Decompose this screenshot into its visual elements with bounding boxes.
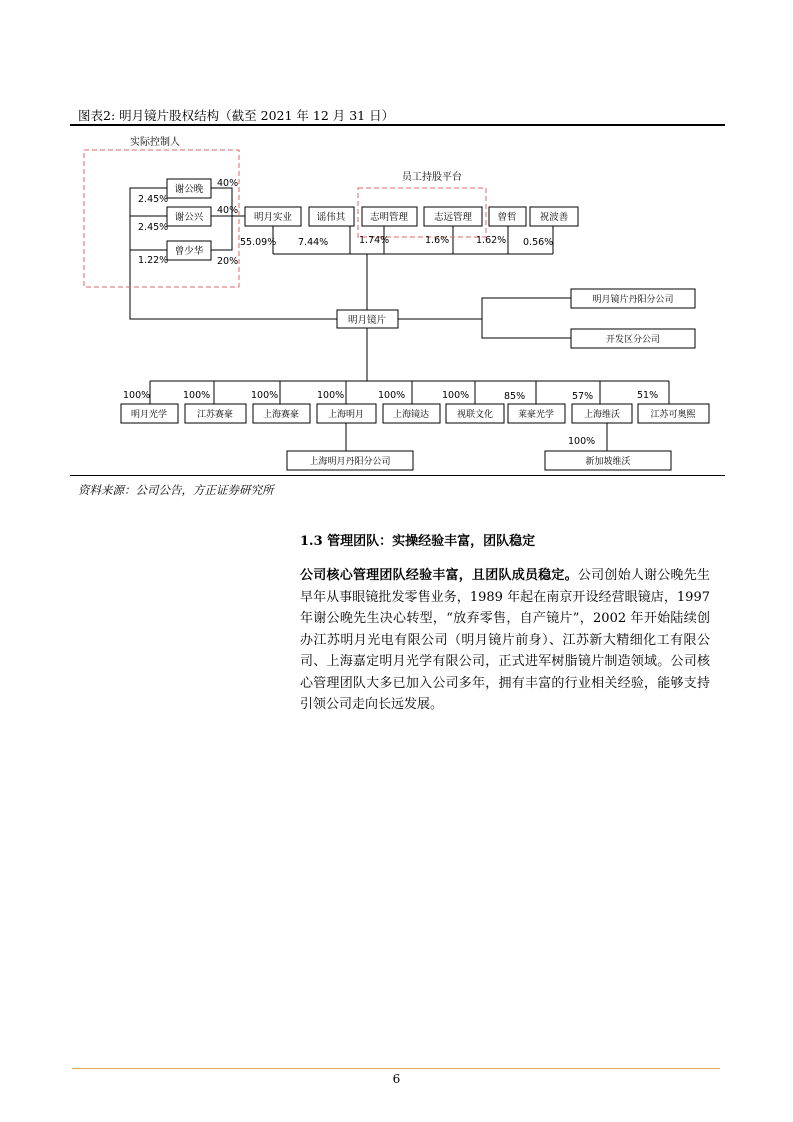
controller-box <box>167 179 211 198</box>
shareholder-name: 志远管理 <box>433 212 473 223</box>
shareholder-stake: 55.09% <box>240 237 277 248</box>
shareholder-stake: 1.62% <box>476 235 507 246</box>
subsidiary-name: 上海赛豪 <box>262 410 300 420</box>
subsidiary-stake: 100% <box>317 390 345 401</box>
shareholder-name: 明月实业 <box>253 212 293 223</box>
shareholder-box <box>489 207 526 226</box>
shareholder-name: 祝波善 <box>539 212 569 223</box>
subsidiary-box <box>446 404 504 423</box>
shareholder-box <box>362 207 417 226</box>
sub-branch-name: 新加坡维沃 <box>585 457 631 467</box>
subsidiary-stake: 100% <box>251 390 279 401</box>
shareholder-box <box>424 207 482 226</box>
shareholder-box <box>245 207 301 226</box>
sub-branch-name: 上海明月丹阳分公司 <box>309 457 391 467</box>
shareholder-stake: 1.74% <box>359 235 390 246</box>
subsidiary-box <box>638 404 709 423</box>
sub-branch-stake: 100% <box>568 436 596 447</box>
controller-box <box>167 241 211 260</box>
subsidiary-name: 上海明月 <box>327 410 365 420</box>
controller-dashed-frame <box>84 150 239 287</box>
controller-stake-in-shiye: 40% <box>217 178 239 189</box>
subsidiary-stake: 100% <box>378 390 406 401</box>
subsidiary-stake: 57% <box>572 391 594 402</box>
subsidiary-box <box>121 404 178 423</box>
shareholder-box <box>309 207 354 226</box>
subsidiary-stake: 85% <box>504 391 526 402</box>
subsidiary-stake: 100% <box>183 390 211 401</box>
figure-source: 资料来源：公司公告，方正证券研究所 <box>78 483 274 497</box>
subsidiary-stake: 100% <box>442 390 470 401</box>
controller-name: 谢公兴 <box>174 212 204 223</box>
subsidiary-box <box>185 404 246 423</box>
controller-direct-stake: 2.45% <box>138 222 169 233</box>
company-box <box>337 310 398 328</box>
subsidiary-name: 明月光学 <box>130 410 168 420</box>
paragraph-lead: 公司核心管理团队经验丰富，且团队成员稳定。 <box>300 568 578 583</box>
section-paragraph <box>300 565 710 716</box>
section-heading: 1.3 管理团队：实操经验丰富，团队稳定 <box>300 534 536 549</box>
ownership-structure-diagram <box>0 126 793 475</box>
controller-name: 曾少华 <box>174 246 204 257</box>
branch-name: 开发区分公司 <box>605 335 661 345</box>
subsidiary-name: 视联文化 <box>456 410 494 420</box>
sub-branch-box <box>545 451 671 470</box>
subsidiary-name: 江苏赛豪 <box>196 410 234 420</box>
figure-title: 图表2: 明月镜片股权结构（截至 2021 年 12 月 31 日） <box>78 108 395 123</box>
subsidiary-name: 上海镜达 <box>392 410 430 420</box>
shareholder-box <box>530 207 578 226</box>
branch-box <box>571 329 695 348</box>
shareholder-stake: 1.6% <box>425 235 450 246</box>
branch-name: 明月镜片丹阳分公司 <box>592 295 674 305</box>
shareholder-stake: 0.56% <box>523 237 554 248</box>
page-number: 6 <box>392 1072 401 1086</box>
subsidiary-box <box>317 404 376 423</box>
paragraph-body: 公司创始人谢公晚先生早年从事眼镜批发零售业务，1989 年起在南京开设经营眼镜店，1997 年谢公晚先生决心转型，“放弃零售，自产镜片”，2002 年开始陆续创办江苏明月光电有限公司（明月镜片前身）、江苏新大精细化工有限公司、上海嘉定明月光学有限公司，正式进军树脂镜片制造领域。公司核心管理团队大多已加入公司多年，拥有丰富的行业相关经验，能够支持引领公司走向长远发展。 <box>300 568 710 712</box>
subsidiary-box <box>572 404 632 423</box>
shareholder-stake: 7.44% <box>298 237 329 248</box>
controller-direct-stake: 1.22% <box>138 255 169 266</box>
sub-branch-box <box>287 451 413 470</box>
shareholder-name: 谣伟其 <box>316 212 346 223</box>
controller-stake-in-shiye: 40% <box>217 205 239 216</box>
subsidiary-stake: 51% <box>637 390 659 401</box>
subsidiary-stake: 100% <box>123 390 151 401</box>
controller-direct-stake: 2.45% <box>138 194 169 205</box>
subsidiary-name: 上海维沃 <box>583 410 621 420</box>
controller-stake-in-shiye: 20% <box>217 256 239 267</box>
employee-platform-label: 员工持股平台 <box>402 172 462 183</box>
figure-bottom-rule <box>70 475 725 476</box>
branch-box <box>571 289 695 308</box>
subsidiary-box <box>383 404 440 423</box>
footer-rule <box>72 1068 720 1069</box>
shareholder-name: 志明管理 <box>369 212 409 223</box>
subsidiary-box <box>508 404 565 423</box>
subsidiary-box <box>253 404 310 423</box>
controller-name: 谢公晚 <box>174 184 204 195</box>
controller-group-label: 实际控制人 <box>130 137 180 148</box>
shareholder-name: 曾哲 <box>497 212 517 223</box>
subsidiary-name: 江苏可奥熙 <box>650 410 696 420</box>
subsidiary-name: 莱豪光学 <box>517 410 555 420</box>
company-name: 明月镜片 <box>347 315 387 326</box>
controller-box <box>167 207 211 226</box>
